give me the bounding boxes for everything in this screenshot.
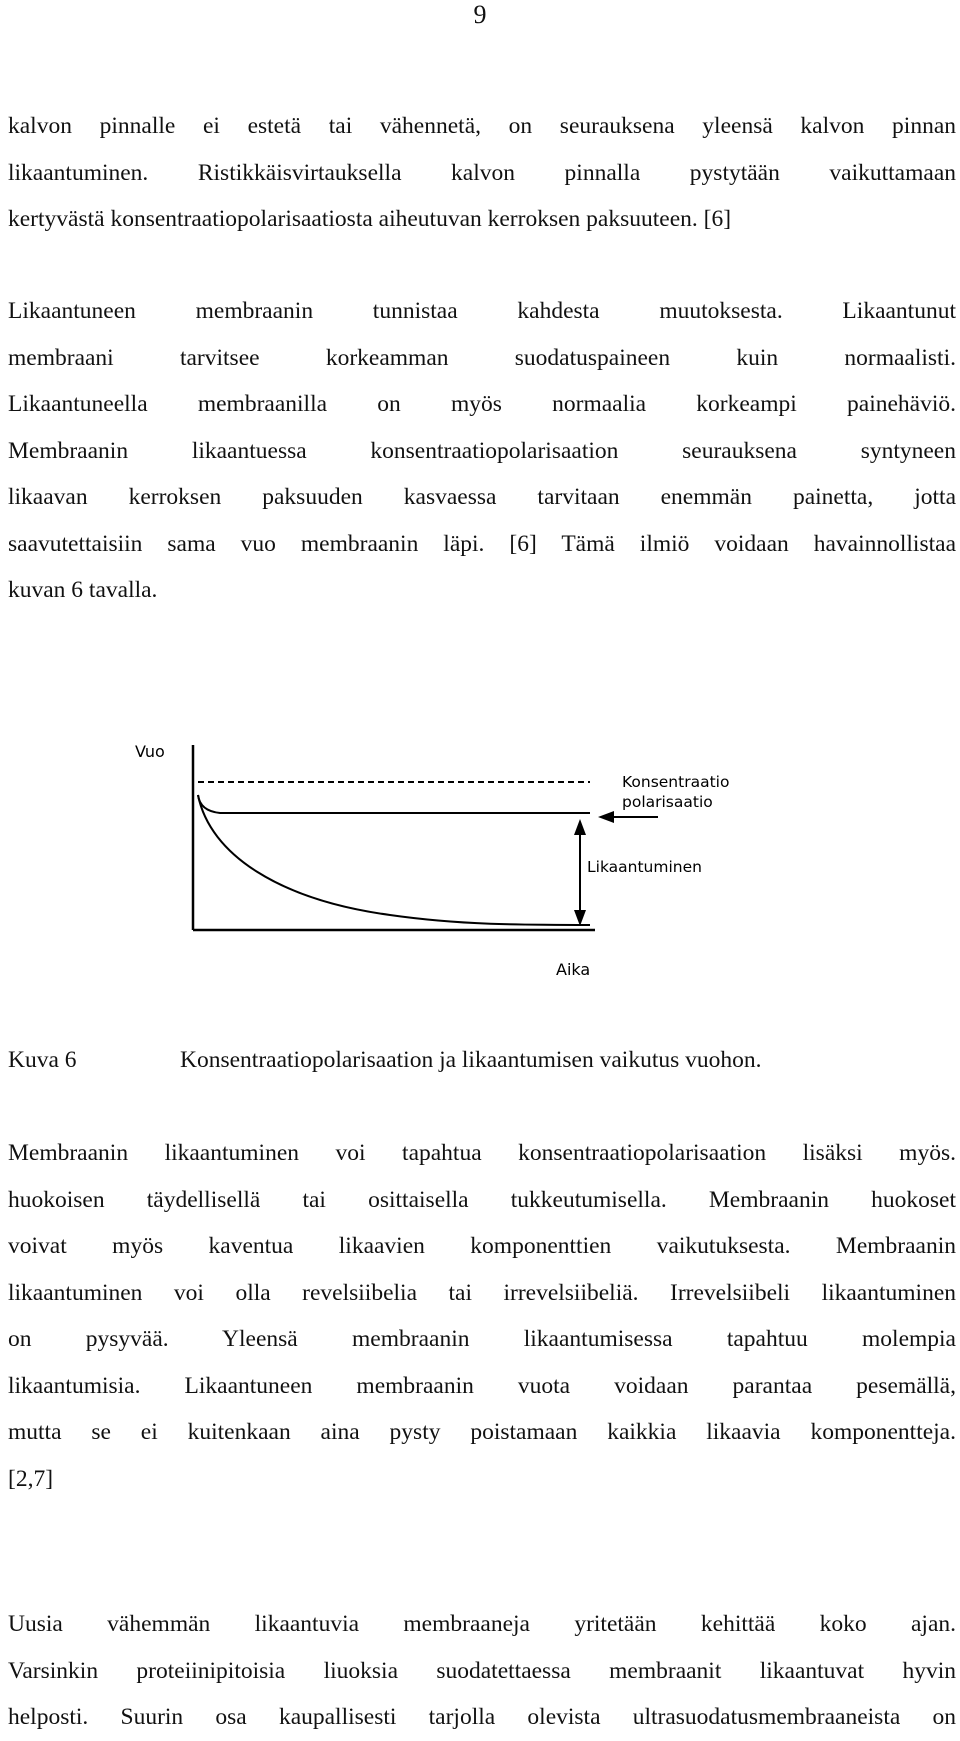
text-line: on pysyvää. Yleensä membraanin likaantumisessa tapahtuu molempia	[8, 1326, 956, 1352]
y-axis-label: Vuo	[135, 742, 165, 761]
polarisation-label-line2: polarisaatio	[622, 793, 713, 811]
text-line: mutta se ei kuitenkaan aina pysty poistamaan kaikkia likaavia komponentteja.	[8, 1419, 956, 1445]
text-line: huokoisen täydellisellä tai osittaisella tukkeutumisella. Membraanin huokoset	[8, 1186, 956, 1213]
caption-text: Konsentraatiopolarisaation ja likaantumisen vaikutus vuohon.	[180, 1047, 762, 1073]
polarisation-label-line1: Konsentraatio	[622, 773, 730, 791]
text-line: likaantumisia. Likaantuneen membraanin vuota voidaan parantaa pesemällä,	[8, 1372, 956, 1399]
text-line: saavutettaisiin sama vuo membraanin läpi. [6] Tämä ilmiö voidaan havainnollistaa	[8, 530, 956, 557]
text-line: voivat myös kaventua likaavien komponenttien vaikutuksesta. Membraanin	[8, 1233, 956, 1259]
text-line: kalvon pinnalle ei estetä tai vähennetä, on seurauksena yleensä kalvon pinnan	[8, 113, 956, 139]
text-line: [2,7]	[8, 1465, 54, 1492]
text-line: helposti. Suurin osa kaupallisesti tarjolla olevista ultrasuodatusmembraaneista on	[8, 1704, 956, 1730]
flux-fouling-figure	[135, 735, 840, 1015]
text-line: Likaantuneella membraanilla on myös normaalia korkeampi painehäviö.	[8, 391, 956, 417]
x-axis-label: Aika	[556, 960, 591, 979]
text-line: kuvan 6 tavalla.	[8, 577, 158, 603]
fouling-curve	[198, 795, 590, 925]
paragraph-3	[8, 1130, 956, 1502]
fouling-arrow-head-up	[574, 819, 586, 835]
fouling-label: Likaantuminen	[587, 858, 702, 876]
paragraph-4	[8, 1601, 956, 1741]
text-line: Membraanin likaantuessa konsentraatiopolarisaation seurauksena syntyneen	[8, 437, 956, 464]
text-line: Likaantuneen membraanin tunnistaa kahdesta muutoksesta. Likaantunut	[8, 298, 956, 324]
text-line: Membraanin likaantuminen voi tapahtua konsentraatiopolarisaation lisäksi myös.	[8, 1140, 956, 1166]
concentration-polarisation-curve	[198, 795, 590, 813]
caption-number: Kuva 6	[8, 1047, 77, 1073]
paragraph-2	[8, 288, 956, 614]
text-line: likaantuminen. Ristikkäisvirtauksella kalvon pinnalla pystytään vaikuttamaan	[8, 159, 956, 186]
page-number: 9	[473, 0, 487, 29]
text-line: membraani tarvitsee korkeamman suodatuspaineen kuin normaalisti.	[8, 344, 956, 371]
text-line: Varsinkin proteiinipitoisia liuoksia suodatettaessa membraanit likaantuvat hyvin	[8, 1657, 956, 1684]
text-line: likaantuminen voi olla revelsiibelia tai irrevelsiibeliä. Irrevelsiibeli likaantuminen	[8, 1279, 956, 1306]
polarisation-arrow-head	[598, 811, 614, 823]
fouling-arrow-head-down	[574, 910, 586, 926]
text-line: kertyvästä konsentraatiopolarisaatiosta aiheutuvan kerroksen paksuuteen. [6]	[8, 206, 732, 232]
text-line: likaavan kerroksen paksuuden kasvaessa tarvitaan enemmän painetta, jotta	[8, 484, 956, 510]
text-line: Uusia vähemmän likaantuvia membraaneja yritetään kehittää koko ajan.	[8, 1611, 956, 1637]
paragraph-1	[8, 103, 956, 243]
